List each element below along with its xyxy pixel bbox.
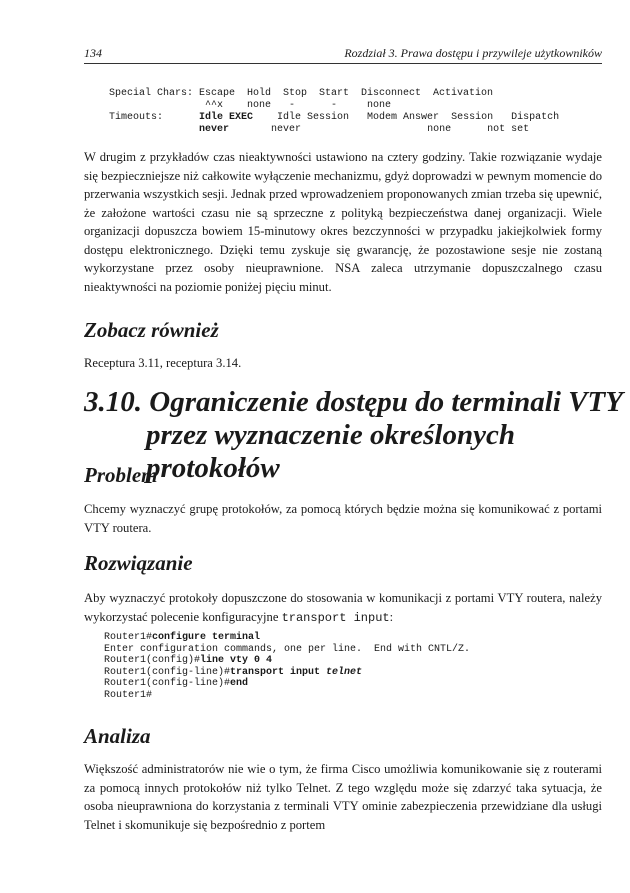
- solution-text: [84, 589, 602, 627]
- table-cell-never: never: [199, 124, 230, 135]
- code-output: Enter configuration commands, one per line. End with CNTL/Z.: [104, 643, 471, 655]
- problem-heading: Problem: [84, 463, 158, 487]
- solution-text-before: Aby wyznaczyć protokoły dopuszczone do stosowania w komunikacji z portami VTY routera, należy wykorzystać polecenie konfiguracyjne: [84, 591, 602, 624]
- table-row-special-chars: Special Chars: Escape Hold Stop Start Disconnect Activation: [109, 88, 494, 99]
- code-prompt: Router1#: [104, 689, 153, 701]
- analysis-heading: Analiza: [84, 724, 151, 748]
- code-prompt: Router1(config-line)#: [104, 666, 231, 678]
- section-title-line1: 3.10. Ograniczenie dostępu do terminali VTY: [84, 386, 623, 418]
- code-prompt: Router1#: [104, 632, 153, 643]
- table-cell-idle-exec: Idle EXEC: [199, 112, 254, 123]
- table-row-special-values: ^^x none - - none: [109, 100, 392, 111]
- code-argument: telnet: [326, 666, 363, 678]
- inline-command: transport input: [281, 610, 390, 625]
- terminal-table: [109, 88, 559, 136]
- table-row-timeouts-label: Timeouts:: [109, 112, 200, 123]
- solution-text-after: :: [389, 609, 394, 624]
- code-command: transport input: [230, 666, 327, 678]
- chapter-title: Rozdział 3. Prawa dostępu i przywileje użytkowników: [344, 46, 602, 60]
- code-block: [104, 632, 470, 701]
- analysis-text: Większość administratorów nie wie o tym, że firma Cisco umożliwia komunikowanie się z routerami za pomocą innych protokołów niż tylko Telnet. Z tego względu może się zdarzyć taka sytuacja, że osoba nieuprawniona do korzystania z terminali VTY ominie zabezpieczenia przewidziane dla usługi Telnet i skomunikuje się bezpośrednio z portem: [84, 762, 602, 832]
- code-prompt: Router1(config-line)#: [104, 678, 231, 689]
- running-header: [84, 43, 602, 64]
- paragraph-timeout: W drugim z przykładów czas nieaktywności ustawiono na cztery godziny. Takie rozwiązanie wydaje się bezpieczniejsze niż całkowite wyłączenie mechanizmu, gdyż doprowadzi w pewnym momencie do przerwania wszystkich sesji. Jednak przed wprowadzeniem proponowanych zmian trzeba się upewnić, że założone wartości czasu nie są sprzeczne z polityką bezpieczeństwa danej organizacji. Wiele organizacji dopuszcza bowiem 15-minutowy okres bezczynności w przypadku jakiejkolwiek formy dostępu elektronicznego. Dzięki temu zyskuje się gwarancję, że pozostawione sesje nie zostaną wykorzystane przez osoby nieuprawnione. NSA zaleca utrzymanie dopuszczalnego czasu nieaktywności na poziomie poniżej pięciu minut.: [84, 150, 602, 294]
- code-command: configure terminal: [152, 632, 261, 643]
- page-number: 134: [84, 46, 102, 60]
- solution-heading: Rozwiązanie: [84, 551, 193, 575]
- table-row-values-rest: never none not set: [229, 124, 530, 135]
- code-prompt: Router1(config)#: [104, 655, 201, 666]
- see-also-heading: Zobacz również: [84, 318, 219, 342]
- table-row-timeouts-rest: Idle Session Modem Answer Session Dispatch: [253, 112, 560, 123]
- table-row-values-lead: [109, 124, 199, 135]
- code-command: line vty 0 4: [200, 655, 273, 666]
- section-title-line2: przez wyznaczenie określonych protokołów: [146, 419, 515, 484]
- code-command: end: [230, 678, 249, 689]
- problem-text: Chcemy wyznaczyć grupę protokołów, za pomocą których będzie można się komunikować z portami VTY routera.: [84, 502, 602, 535]
- see-also-text: Receptura 3.11, receptura 3.14.: [84, 356, 242, 370]
